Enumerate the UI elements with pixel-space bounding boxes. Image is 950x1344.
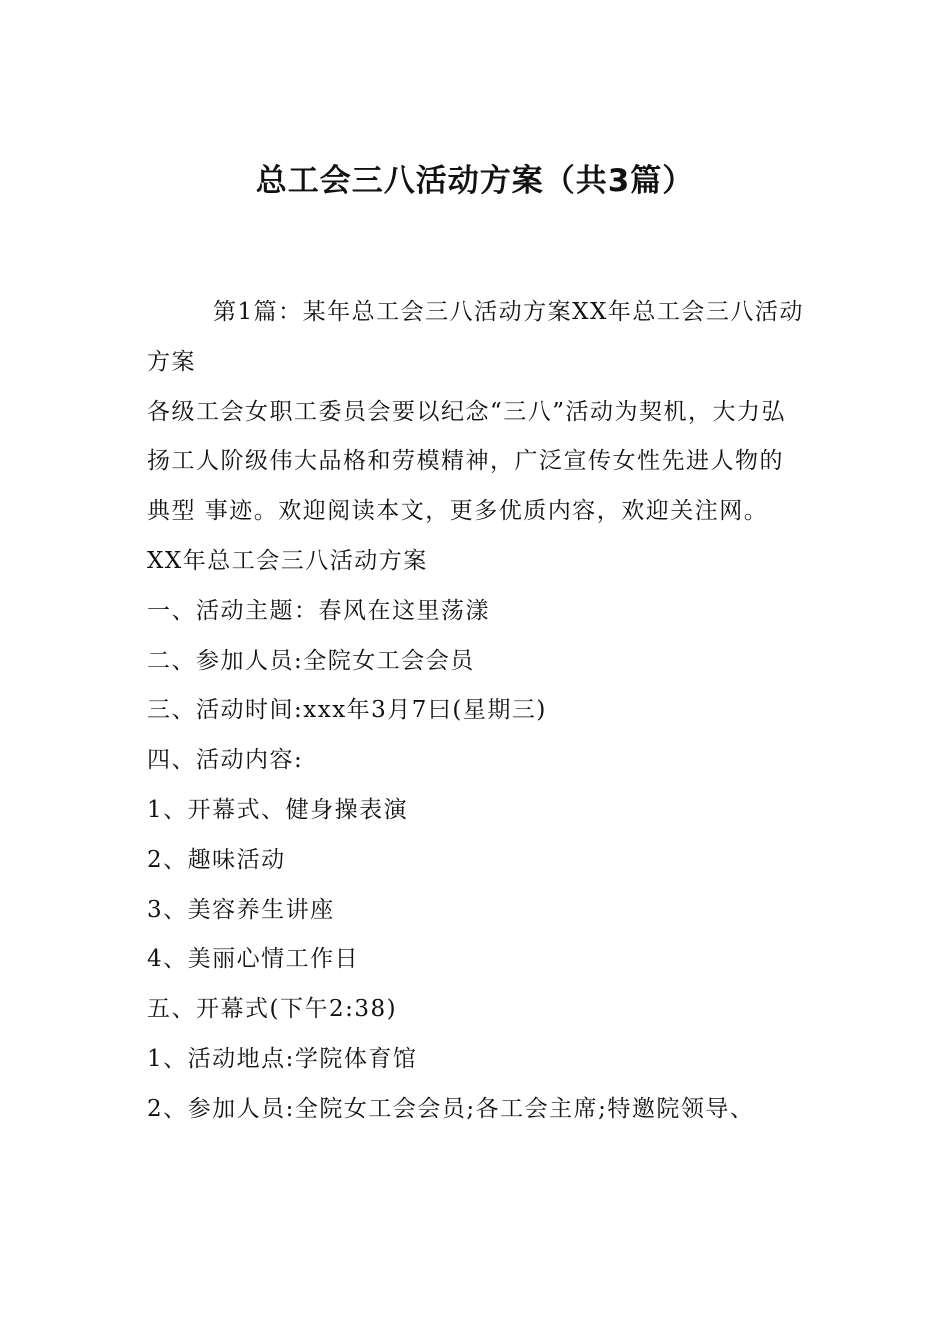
- list-item: 2、趣味活动: [147, 846, 286, 873]
- paragraph-intro: 各级工会女职工委员会要以纪念“三八”活动为契机，大力弘扬工人阶级伟大品格和劳模精神，广泛宣传女性先进人物的典型 事迹。欢迎阅读本文，更多优质内容，欢迎关注网。: [147, 398, 787, 525]
- paragraph-plan-title: XX年总工会三八活动方案: [147, 547, 428, 574]
- document-body: [147, 288, 807, 1135]
- list-item: 2、参加人员:全院女工会会员;各工会主席;特邀院领导、: [147, 1095, 755, 1122]
- paragraph-participants: 二、参加人员:全院女工会会员: [147, 647, 475, 674]
- paragraph-theme: 一、活动主题：春风在这里荡漾: [147, 597, 490, 624]
- paragraph-time: 三、活动时间:xxx年3月7曰(星期三): [147, 697, 547, 724]
- list-item: 4、美丽心情工作日: [147, 946, 360, 973]
- list-item: 1、活动地点:学院体育馆: [147, 1045, 418, 1072]
- list-item: 1、开幕式、健身操表演: [147, 796, 409, 823]
- list-item: 3、美容养生讲座: [147, 896, 335, 923]
- paragraph-content-heading: 四、活动内容:: [147, 747, 304, 774]
- paragraph-chapter-heading: 第1篇：某年总工会三八活动方案XX年总工会三八活动方案: [147, 299, 804, 375]
- paragraph-opening-heading: 五、开幕式(下午2:38): [147, 996, 398, 1023]
- document-title: 总工会三八活动方案（共3篇）: [255, 163, 695, 199]
